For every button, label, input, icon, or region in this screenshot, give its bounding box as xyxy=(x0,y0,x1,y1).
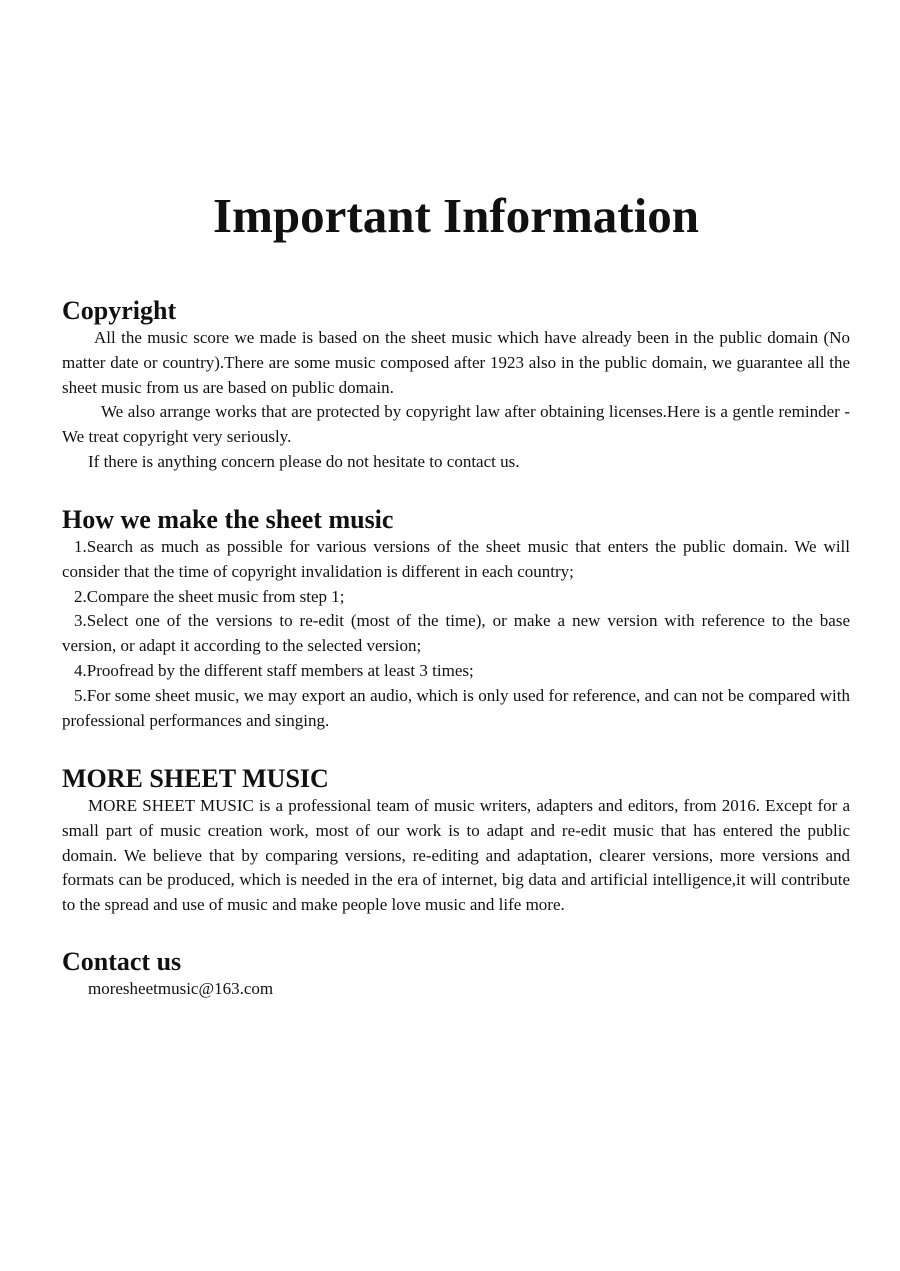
copyright-paragraph-3: If there is anything concern please do not hesitate to contact us. xyxy=(88,451,520,471)
copyright-heading: Copyright xyxy=(62,296,177,325)
page-title: Important Information xyxy=(213,188,699,243)
how-step-5: 5.For some sheet music, we may export an audio, which is only used for reference, and can not be compared with professional performances and singing. xyxy=(62,685,850,730)
how-section xyxy=(62,505,850,733)
copyright-paragraph-1: All the music score we made is based on the sheet music which have already been in the public domain (No matter date or country).There are some music composed after 1923 also in the public domain, we guarantee all the sheet music from us are based on public domain. xyxy=(62,328,850,397)
copyright-paragraph-2: We also arrange works that are protected by copyright law after obtaining licenses.Here is a gentle reminder - We treat copyright very seriously. xyxy=(62,402,850,447)
contact-email: moresheetmusic@163.com xyxy=(88,979,274,998)
how-heading: How we make the sheet music xyxy=(62,505,394,534)
more-paragraph: MORE SHEET MUSIC is a professional team of music writers, adapters and editors, from 2016. Except for a small part of music creation work, most of our work is to adapt and re-edit music that has entered the public domain. We believe that by comparing versions, re-editing and adaptation, clearer versions, more versions and formats can be produced, which is needed in the era of internet, big data and artificial intelligence,it will contribute to the spread and use of music and make people love music and life more. xyxy=(62,796,850,915)
more-sheet-music-section xyxy=(62,764,850,918)
more-heading: MORE SHEET MUSIC xyxy=(62,764,329,793)
how-step-4: 4.Proofread by the different staff members at least 3 times; xyxy=(74,660,474,680)
contact-section xyxy=(62,947,850,1002)
how-step-1: 1.Search as much as possible for various versions of the sheet music that enters the public domain. We will consider that the time of copyright invalidation is different in each country; xyxy=(62,537,850,581)
copyright-section xyxy=(62,296,850,475)
how-step-2: 2.Compare the sheet music from step 1; xyxy=(74,586,345,606)
contact-heading: Contact us xyxy=(62,947,182,976)
how-step-3: 3.Select one of the versions to re-edit (most of the time), or make a new version with reference to the base version, or adapt it according to the selected version; xyxy=(62,611,850,656)
